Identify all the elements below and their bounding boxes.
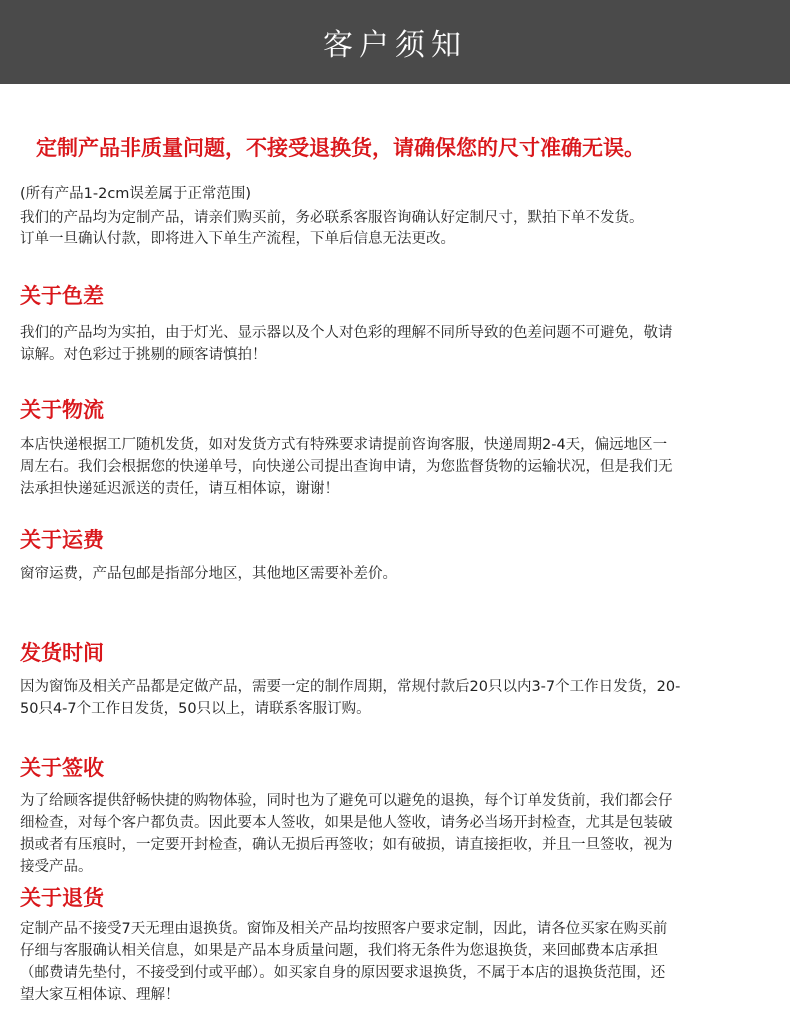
section-title: 发货时间 — [20, 641, 104, 665]
section-line: （邮费请先垫付，不接受到付或平邮）。如买家自身的原因要求退换货，不属于本店的退换货范围，还 — [20, 965, 666, 981]
section-line: 仔细与客服确认相关信息，如果是产品本身质量问题，我们将无条件为您退换货，来回邮费本店承担 — [20, 943, 658, 959]
section-title: 关于色差 — [20, 284, 104, 308]
intro-text — [20, 208, 780, 250]
page-title: 客户须知 — [323, 28, 467, 63]
custom-product-notice: 定制产品非质量问题，不接受退换货，请确保您的尺寸准确无误。 — [36, 136, 645, 160]
section-logistics — [20, 396, 775, 500]
section-line: 谅解。对色彩过于挑剔的顾客请慎拍！ — [20, 347, 267, 363]
section-title: 关于运费 — [20, 528, 104, 552]
section-line: 细检查，对每个客户都负责。因此要本人签收，如果是他人签收，请务必当场开封检查，尤其是包装破 — [20, 815, 673, 831]
intro-line: 订单一旦确认付款，即将进入下单生产流程，下单后信息无法更改。 — [20, 231, 455, 247]
section-title: 关于退货 — [20, 886, 104, 910]
section-receipt — [20, 754, 775, 878]
section-shipping-fee — [20, 526, 775, 585]
section-returns — [20, 884, 775, 1006]
intro-line: 我们的产品均为定制产品，请亲们购买前，务必联系客服咨询确认好定制尺寸，默拍下单不发货。 — [20, 210, 644, 226]
section-line: 周左右。我们会根据您的快递单号，向快递公司提出查询申请，为您监督货物的运输状况，但是我们无 — [20, 459, 673, 475]
section-line: 我们的产品均为实拍，由于灯光、显示器以及个人对色彩的理解不同所导致的色差问题不可避免，敬请 — [20, 325, 673, 341]
section-line: 接受产品。 — [20, 859, 93, 875]
section-line: 损或者有压痕时，一定要开封检查，确认无损后再签收；如有破损，请直接拒收，并且一旦签收，视为 — [20, 837, 673, 853]
section-title: 关于物流 — [20, 398, 104, 422]
section-line: 因为窗饰及相关产品都是定做产品，需要一定的制作周期，常规付款后20只以内3-7个工作日发货，20- — [20, 679, 681, 695]
section-color-difference — [20, 282, 775, 366]
section-title: 关于签收 — [20, 756, 104, 780]
section-line: 为了给顾客提供舒畅快捷的购物体验，同时也为了避免可以避免的退换，每个订单发货前，我们都会仔 — [20, 793, 673, 809]
section-line: 望大家互相体谅、理解！ — [20, 987, 180, 1003]
section-line: 窗帘运费，产品包邮是指部分地区，其他地区需要补差价。 — [20, 566, 397, 582]
size-tolerance-note: (所有产品1-2cm误差属于正常范围) — [20, 186, 252, 202]
section-line: 本店快递根据工厂随机发货，如对发货方式有特殊要求请提前咨询客服，快递周期2-4天，偏远地区一 — [20, 437, 668, 453]
section-line: 法承担快递延迟派送的责任，请互相体谅，谢谢！ — [20, 481, 339, 497]
section-line: 50只4-7个工作日发货，50只以上，请联系客服订购。 — [20, 701, 371, 717]
section-delivery-time — [20, 639, 775, 720]
section-line: 定制产品不接受7天无理由退换货。窗饰及相关产品均按照客户要求定制，因此，请各位买家在购买前 — [20, 921, 668, 937]
page-header — [0, 0, 790, 84]
